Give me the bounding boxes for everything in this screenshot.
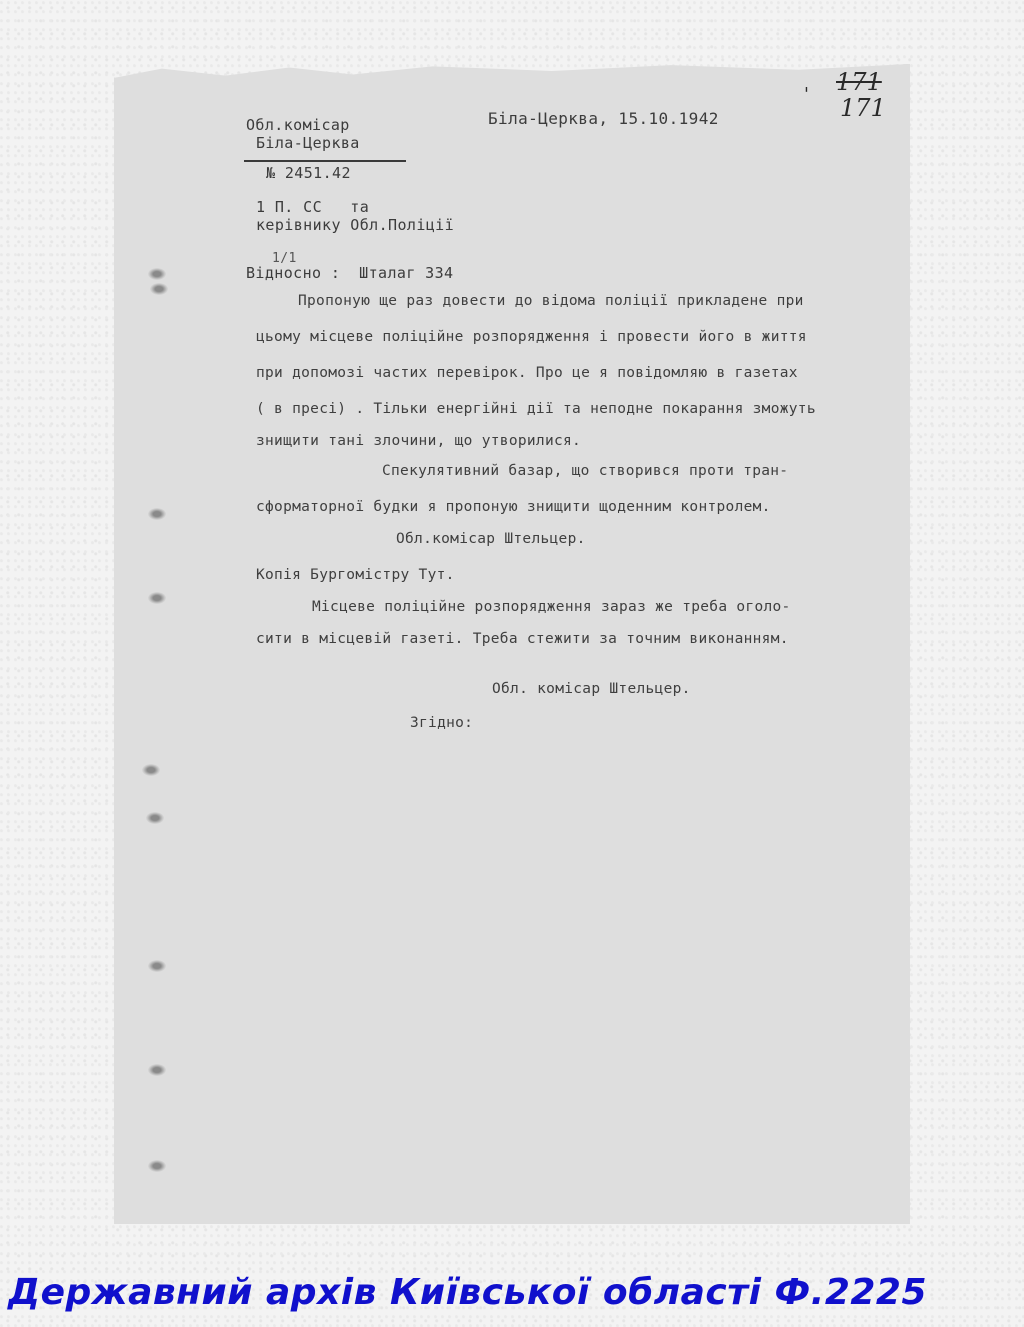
para1-line: ( в пресі) . Тільки енергійні дії та неподне покарання зможуть <box>256 401 816 417</box>
archive-number: 171 <box>840 94 886 122</box>
copy-line: Копія Бургомістру Тут. <box>256 567 455 583</box>
para1-line: Пропоную ще раз довести до відома поліції прикладене при <box>298 293 804 309</box>
sender-line1: Обл.комісар <box>246 116 350 134</box>
archive-number-crossed: 171 <box>836 68 882 96</box>
para3-line: Місцеве поліційне розпорядження зараз же треба оголо- <box>312 599 791 615</box>
punch-hole <box>148 508 166 520</box>
punch-hole <box>148 1160 166 1172</box>
punch-hole <box>150 283 168 295</box>
signature-1: Обл.комісар Штельцер. <box>396 531 586 547</box>
subject-line: Відносно : Шталаг 334 <box>246 264 454 282</box>
para2-line: сформаторної будки я пропоную знищити щоденним контролем. <box>256 499 771 515</box>
header-divider <box>244 160 406 162</box>
archive-caption: Державний архів Київської області Ф.2225 <box>8 1272 928 1313</box>
punch-hole <box>148 1064 166 1076</box>
punch-hole <box>148 268 166 280</box>
agreed-label: Згідно: <box>410 715 474 731</box>
punch-hole <box>148 960 166 972</box>
para2-line: Спекулятивний базар, що створився проти тран- <box>382 463 789 479</box>
punch-hole <box>148 592 166 604</box>
signature-2: Обл. комісар Штельцер. <box>492 681 691 697</box>
para1-line: цьому місцеве поліційне розпорядження і провести його в життя <box>256 329 807 345</box>
archive-tick-mark: ' <box>804 84 809 105</box>
place-date: Біла-Церква, 15.10.1942 <box>488 109 719 128</box>
registration-number: № 2451.42 <box>266 164 351 182</box>
punch-hole <box>146 812 164 824</box>
punch-hole <box>142 764 160 776</box>
para3-line: сити в місцевій газеті. Треба стежити за точним виконанням. <box>256 631 789 647</box>
para1-line: знищити тані злочини, що утворилися. <box>256 433 582 449</box>
subject-mark: 1/1 <box>272 251 297 266</box>
addressee-line1: 1 П. СС та <box>256 198 370 216</box>
sender-line2: Біла-Церква <box>256 134 360 152</box>
para1-line: при допомозі частих перевірок. Про це я повідомляю в газетах <box>256 365 798 381</box>
addressee-line2: керівнику Обл.Поліції <box>256 216 455 234</box>
